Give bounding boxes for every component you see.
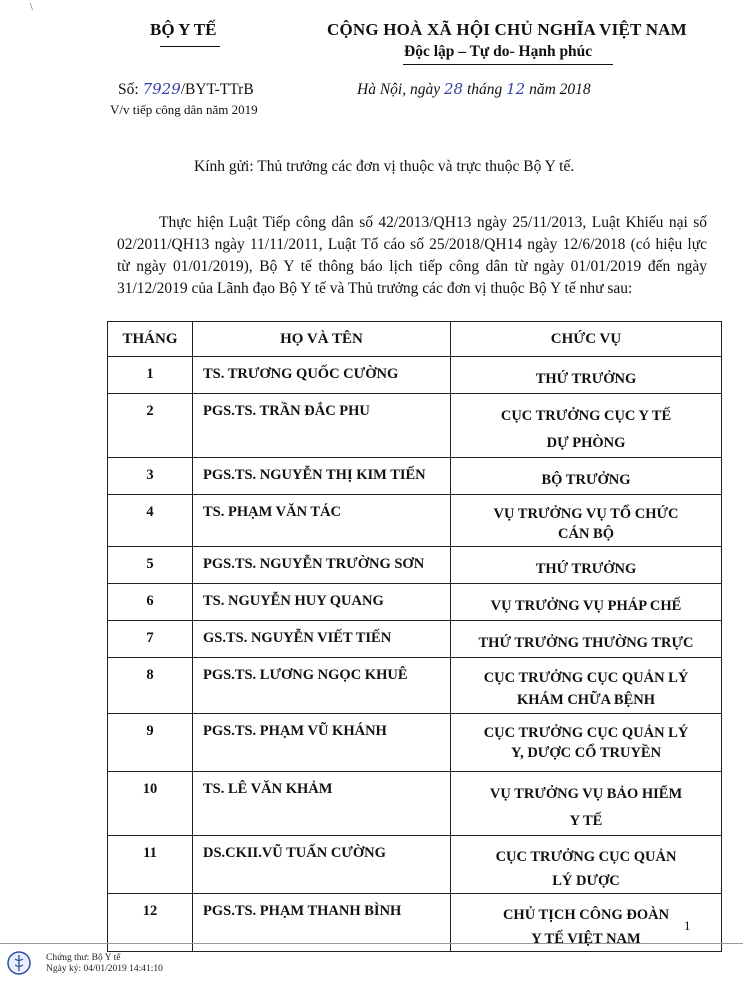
footer-divider [0, 943, 743, 944]
paragraph-text: Thực hiện Luật Tiếp công dân số 42/2013/QH13 ngày 25/11/2013, Luật Khiếu nại số 02/2011/QH13 ngày 11/11/2011, Luật Tố cáo số 25/2018/QH14 ngày 12/6/2018 (có hiệu lực từ ngày 01/01/2019), Bộ Y tế thông báo lịch tiếp công dân từ ngày 01/01/2019 đến ngày 31/12/2019 của Lãnh đạo Bộ Y tế và Thủ trưởng các đơn vị thuộc Bộ Y tế như sau: [117, 214, 707, 297]
table-row [108, 495, 722, 547]
ministry-emblem-icon [4, 950, 34, 976]
position-line-2: Y, DƯỢC CỔ TRUYỀN [510, 745, 662, 761]
position-line-2: Y TẾ VIỆT NAM [531, 931, 641, 947]
digital-signature [46, 953, 163, 975]
position-cell [451, 547, 722, 584]
handwritten-day: 28 [443, 80, 464, 98]
month-cell: 2 [108, 394, 193, 458]
table-row [108, 584, 722, 621]
position-line-1: CỤC TRƯỞNG CỤC QUẢN [495, 849, 677, 865]
position-cell [451, 658, 722, 714]
name-cell: PGS.TS. LƯƠNG NGỌC KHUÊ [193, 658, 451, 714]
document-number [118, 80, 254, 99]
month-cell: 5 [108, 547, 193, 584]
handwritten-number: 7929 [142, 80, 181, 98]
motto-underline [403, 64, 613, 65]
name-cell: PGS.TS. PHẠM THANH BÌNH [193, 894, 451, 952]
table-row [108, 658, 722, 714]
document-subject: V/v tiếp công dân năm 2019 [110, 102, 258, 117]
month-cell: 10 [108, 772, 193, 836]
date-suffix: năm 2018 [525, 81, 591, 98]
name-cell: PGS.TS. NGUYỄN THỊ KIM TIẾN [193, 458, 451, 495]
national-title: CỘNG HOÀ XÃ HỘI CHỦ NGHĨA VIỆT NAM [327, 20, 687, 39]
position-line-1: BỘ TRƯỞNG [541, 472, 631, 488]
position-line-2: KHÁM CHỮA BỆNH [516, 692, 656, 708]
month-cell: 12 [108, 894, 193, 952]
position-line-1: THỨ TRƯỞNG THƯỜNG TRỰC [478, 635, 694, 651]
handwritten-month: 12 [506, 80, 526, 98]
position-line-1: VỤ TRƯỞNG VỤ PHÁP CHẾ [490, 598, 682, 614]
name-cell: DS.CKII.VŨ TUẤN CƯỜNG [193, 836, 451, 894]
table-row [108, 836, 722, 894]
name-cell: TS. NGUYỄN HUY QUANG [193, 584, 451, 621]
number-suffix: /BYT-TTrB [180, 81, 254, 98]
position-cell [451, 458, 722, 495]
position-cell [451, 394, 722, 458]
body-paragraph [117, 212, 707, 300]
position-line-1: CHỦ TỊCH CÔNG ĐOÀN [502, 907, 670, 923]
position-line-2: LÝ DƯỢC [552, 873, 620, 889]
name-cell: TS. LÊ VĂN KHẢM [193, 772, 451, 836]
name-cell: PGS.TS. PHẠM VŨ KHÁNH [193, 714, 451, 772]
name-cell: PGS.TS. TRẦN ĐẮC PHU [193, 394, 451, 458]
month-cell: 1 [108, 357, 193, 394]
document-date [357, 80, 591, 99]
position-cell [451, 772, 722, 836]
table-row [108, 714, 722, 772]
month-cell: 7 [108, 621, 193, 658]
position-cell [451, 714, 722, 772]
schedule-table [107, 321, 722, 952]
month-cell: 3 [108, 458, 193, 495]
table-row [108, 547, 722, 584]
position-line-2: CÁN BỘ [558, 526, 614, 542]
date-prefix: Hà Nội, ngày [357, 81, 444, 98]
position-line-1: VỤ TRƯỞNG VỤ TỔ CHỨC [493, 506, 679, 522]
position-cell [451, 836, 722, 894]
organization-underline [160, 46, 220, 47]
header-month: THÁNG [108, 322, 193, 357]
national-motto: Độc lập – Tự do- Hạnh phúc [404, 43, 593, 60]
position-line-1: VỤ TRƯỞNG VỤ BẢO HIỂM [489, 786, 683, 802]
month-cell: 11 [108, 836, 193, 894]
position-cell [451, 584, 722, 621]
position-line-2: DỰ PHÒNG [546, 435, 626, 451]
month-cell: 4 [108, 495, 193, 547]
table-row [108, 772, 722, 836]
header-name: HỌ VÀ TÊN [193, 322, 451, 357]
position-line-1: THỨ TRƯỞNG [535, 561, 637, 577]
month-cell: 8 [108, 658, 193, 714]
name-cell: PGS.TS. NGUYỄN TRƯỜNG SƠN [193, 547, 451, 584]
position-line-1: CỤC TRƯỞNG CỤC Y TẾ [500, 408, 672, 424]
position-cell [451, 495, 722, 547]
header-position: CHỨC VỤ [451, 322, 722, 357]
name-cell: TS. PHẠM VĂN TÁC [193, 495, 451, 547]
table-row [108, 458, 722, 495]
corner-mark: \ [30, 2, 33, 13]
month-cell: 9 [108, 714, 193, 772]
table-header-row [108, 322, 722, 357]
position-cell [451, 621, 722, 658]
name-cell: GS.TS. NGUYỄN VIẾT TIẾN [193, 621, 451, 658]
number-prefix: Số: [118, 81, 143, 98]
position-line-1: THỨ TRƯỞNG [535, 371, 637, 387]
position-cell [451, 357, 722, 394]
page-number: 1 [684, 918, 691, 933]
position-line-1: CỤC TRƯỞNG CỤC QUẢN LÝ [483, 670, 689, 686]
month-cell: 6 [108, 584, 193, 621]
table-row [108, 357, 722, 394]
position-line-2: Y TẾ [569, 813, 603, 829]
greeting: Kính gửi: Thủ trưởng các đơn vị thuộc và trực thuộc Bộ Y tế. [194, 158, 575, 175]
position-line-1: CỤC TRƯỞNG CỤC QUẢN LÝ [483, 725, 689, 741]
name-cell: TS. TRƯƠNG QUỐC CƯỜNG [193, 357, 451, 394]
date-mid: tháng [463, 81, 507, 98]
table-row [108, 394, 722, 458]
issuing-organization: BỘ Y TẾ [150, 20, 217, 39]
certificate-line: Chứng thư: Bộ Y tế [46, 953, 121, 963]
table-row [108, 621, 722, 658]
signed-date-line: Ngày ký: 04/01/2019 14:41:10 [46, 964, 163, 974]
